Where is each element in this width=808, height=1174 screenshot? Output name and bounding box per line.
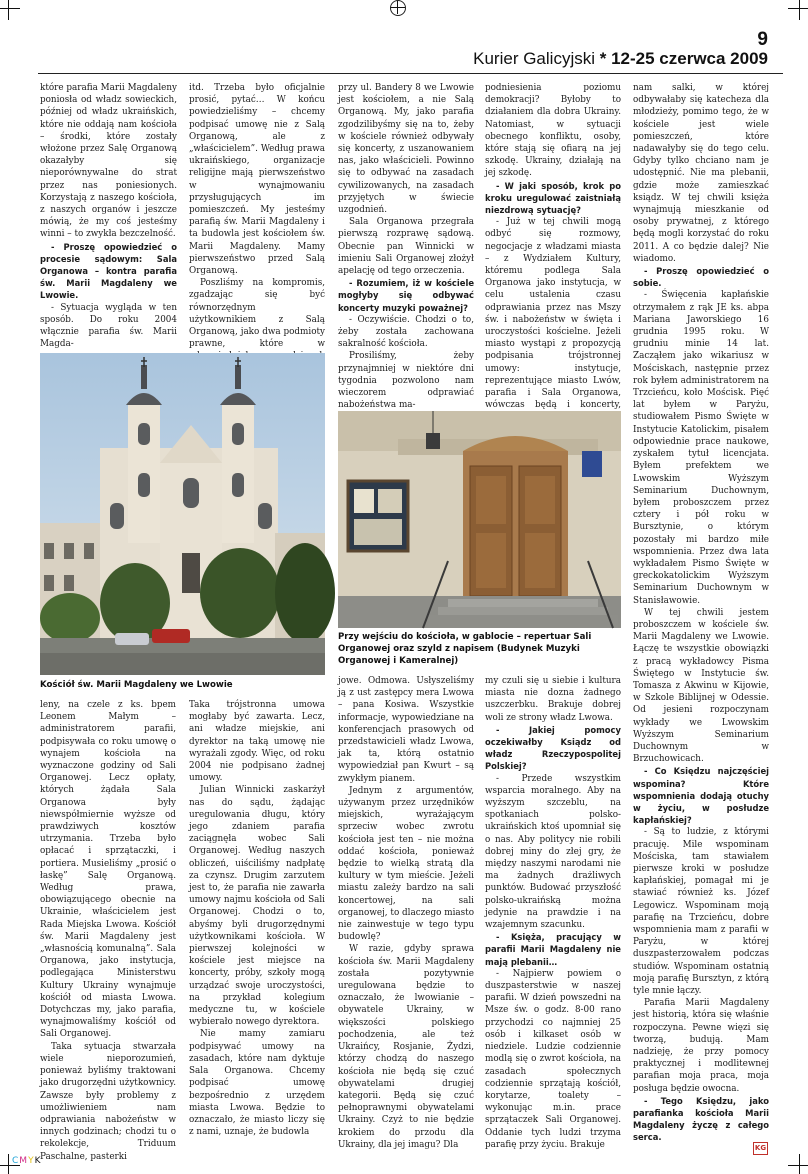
article-column-1-continued	[40, 699, 176, 1162]
paragraph: Sala Organowa przegrała pierwszą rozprawę sądową. Obecnie pan Winnicki w imieniu Sali Organowej złożył apelację od tego orzeczenia.	[338, 217, 474, 277]
crop-mark	[788, 1165, 808, 1166]
church-caption: Kościół św. Marii Magdaleny we Lwowie	[40, 680, 233, 690]
paragraph: my czuli się u siebie i kultura miasta nie dozna żadnego uszczerbku. Brakuje dobrej woli ze strony władz Lwowa.	[485, 676, 621, 723]
paragraph: Julian Winnicki zaskarżył nas do sądu, żądając uregulowania długu, który jego zdaniem parafia zaciągnęła wobec Sali Organowej. Według naszych obliczeń, uiściliśmy nadpłatę za czynsz. Drugim zarzutem jest to, że parafia nie zawarła umowy najmu kościoła od Sali Organowej. Chodzi o to, abyśmy byli drugorzędnymi użytkownikami kościoła. W pierwszej kolejności w kościele jest miejsce na koncerty, próby, szkoły mogą urządzać swoje uroczystości, na przykład kolegium medyczne tu, w kościele wybierało nowego dyrektora.	[189, 785, 325, 1028]
question: - Co Księdzu najczęściej wspomina? Które wspomnienia dodają otuchy w życiu, w posłudze kapłańskiej?	[633, 766, 769, 826]
paragraph: które parafia Marii Magdaleny poniosła od władz sowieckich, później od władz ukraińskich, które nie oddają nam kościoła – środki, które zostały włożone przez Salę Organową okazałyby się nieporównywalne do strat przez nas poniesionych. Korzystają z naszego kościoła, z naszych organów i jeszcze mówią, że my coś jesteśmy winni – to zwykła bezczelność.	[40, 83, 177, 240]
cmyk-m: M	[19, 1156, 29, 1166]
paragraph: nam salki, w której odbywałaby się katecheza dla młodzieży, pomimo tego, że w kościele jest wiele pomieszczeń, które nadawałyby się do tego celu. Gdyby tylko chciano nam je udostępnić. Nie ma plebanii, gdzie może zamieszkać ksiądz. W tej chwili księża wynajmują mieszkanie od osoby prywatnej, z którego będą mogli korzystać do roku 2011. A co będzie dalej? Nie wiadomo.	[633, 83, 769, 264]
article-column-1	[40, 82, 177, 350]
question: - Proszę opowiedzieć o sobie.	[633, 266, 769, 289]
paragraph: Jednym z argumentów, używanym przez urzędników miejskich, wyrażającym sprzeciw wobec zwrotu kościoła jest ten – nie można oddać kościoła, ponieważ będzie to wielką stratą dla kultury w tym mieście. Jeżeli miastu zależy bardzo na sali koncertowej, na sali organowej, to dlaczego miasto nie zainwestuje w tego typu budowlę?	[338, 785, 474, 943]
crop-mark	[788, 8, 808, 9]
cmyk-mark	[12, 1156, 41, 1166]
paragraph: - Już w tej chwili mogą odbyć się rozmowy, negocjacje z władzami miasta – z Wydziałem Kultury, któremu podlega Sala Organowa jako instytucja, w celu ustalenia czasu odprawiania przez nas Mszy św. i nabożeństw w święta i uroczystości kościelne. Jeżeli miasto wystąpi z propozycją podpisania trójstronnej umowy: instytucje, reprezentujące miasto Lwów, parafia i Sala Organowa, wówczas będą i koncerty,	[485, 217, 621, 411]
publication-name: Kurier Galicyjski	[473, 49, 595, 68]
crop-mark	[799, 0, 800, 20]
question: - Proszę opowiedzieć o procesie sądowym: Sala Organowa – kontra parafia św. Marii Magdaleny we Lwowie.	[40, 241, 177, 301]
paragraph: W razie, gdyby sprawa kościoła św. Marii Magdaleny została pozytywnie uregulowana będzie to oznaczało, że lwowianie – obywatele Ukrainy, w większości polskiego pochodzenia, ale też Ukraińcy, Rosjanie, Żydzi, którzy chodzą do naszego kościoła nie będą się czuć obywatelami drugiej kategorii. Będą się czuć pełnoprawnymi obywatelami Ukrainy. Czyż to nie będzie krokiem do przodu dla Ukrainy, dla jej imagu? Dla	[338, 944, 474, 1150]
article-column-3	[338, 82, 474, 411]
article-column-3-continued	[338, 675, 474, 1150]
issue-dates: 12-25 czerwca 2009	[611, 49, 768, 68]
kg-logo: KG	[753, 1142, 768, 1155]
paragraph: - Sytuacja wygląda w ten sposób. Do roku 2004 włącznie parafia św. Marii Magda-	[40, 302, 177, 350]
church-photo	[40, 353, 325, 675]
crop-mark	[799, 1154, 800, 1174]
page-number: 9	[757, 29, 768, 50]
registration-mark	[390, 0, 406, 16]
paragraph: Prosiliśmy, żeby przynajmniej w niektóre dni tygodnia pozwolono nam wieczorem odprawiać nabożeństwa ma-	[338, 351, 474, 411]
paragraph: - Przede wszystkim wsparcia moralnego. Aby na wyższym szczeblu, na spotkaniach polsko-ukraińskich ktoś upomniał się o nas. Aby politycy nie robili dobrej miny do złej gry, że między naszymi narodami nie ma żadnych drażliwych punktów. Budować przyszłość polsko-ukraińską można jedynie na prawdzie i na wzajemnym szacunku.	[485, 773, 621, 931]
church-illustration	[40, 353, 325, 675]
cmyk-c: C	[12, 1156, 20, 1166]
paragraph: - Są to ludzie, z którymi pracuję. Mile wspominam Mościska, tam stawiałem pierwsze kroki w posłudze kapłańskiej, pomagał mi je stawiać również ks. Józef Legowicz. Wspominam moją parafię na Trzcieńcu, dobre wspomnienia mam z parafii w Paryżu, w której duszpasterzowałem podczas studiów. Wspominam ostatnią moją parafię Bursztyn, z którą tyle mnie łączy.	[633, 827, 769, 997]
question: - Jakiej pomocy oczekiwałby Ksiądz od władz Rzeczypospolitej Polskiej?	[485, 724, 621, 772]
entrance-caption: Przy wejściu do kościoła, w gablocie – repertuar Sali Organowej oraz szyld z napisem (Budynek Muzyki Organowej i Kameralnej)	[338, 632, 592, 666]
crop-mark	[0, 8, 20, 9]
paragraph: - Święcenia kapłańskie otrzymałem z rąk JE ks. abpa Mariana Jaworskiego 16 grudnia 1995 roku. W grudniu minie 14 lat. Zacząłem jako wikariusz w Mościskach, następnie przez rok byłem administratorem na Trzcieńcu, koło Mościsk. Pięć lat byłem w Paryżu, studiowałem Pismo Święte w Instytucie Katolickim, pisałem odpowiednie prace naukowe, zyskałem tytuł licencjata. Byłem prefektem we Lwowskim Wyższym Seminarium Duchownym, byłem proboszczem przez cztery i pół roku w Bursztynie, o którym pozostały mi bardzo miłe wspomnienia. Przez dwa lata wykładałem Pismo Święte w greckokatolickim Wyższym Seminarium Duchownym w Stanisławowie.	[633, 290, 769, 606]
crop-mark	[8, 0, 9, 20]
entrance-illustration	[338, 411, 621, 628]
question: - W jaki sposób, krok po kroku uregulować zaistniałą niezdrową sytuację?	[485, 180, 621, 216]
header-rule	[38, 73, 783, 74]
paragraph: podniesienia poziomu demokracji? Byłoby to działaniem dla dobra Ukrainy. Natomiast, w sytuacji obecnego konfliktu, osoby, które stają się ofiarą na jej szkodę. Ukrainy, działają na jej szkodę.	[485, 83, 621, 179]
article-column-5	[633, 82, 769, 1143]
paragraph: przy ul. Bandery 8 we Lwowie jest kościołem, a nie Salą Organową. My, jako parafia zgodzilibyśmy się na to, żeby w kościele również odbywały się koncerty, z uszanowaniem nas, jako właścicieli. Powinno się to odbywać na zasadach cywilizowanych, na zasadach przyjętych w świecie uzgodnień.	[338, 83, 474, 216]
paragraph: Taka trójstronna umowa mogłaby być zawarta. Lecz, ani władze miejskie, ani dyrektor na taką umowę nie wyrażali zgody. Więc, od roku 2004 nie podpisano żadnej umowy.	[189, 700, 325, 784]
paragraph: leny, na czele z ks. bpem Leonem Małym – administratorem parafii, podpisywała co roku umowę o wynajem kościoła na wyznaczone godziny od Sali Organowej. Lecz opłaty, których żądała Sala Organowa były niewspółmiernie wyższe od prawdziwych kosztów utrzymania. Trzeba było opłacać i sprzątaczki, i portiera. Musieliśmy „prosić o łaskę” Salę Organową. Według prawa, obowiązującego obecnie na Ukrainie, właścicielem jest Rada Miejska Lwowa. Kościół św. Marii Magdaleny jest „własnością komunalną”. Sala Organowa, jako instytucja, podlegająca Ministerstwu Kultury Ukrainy wynajmuje kościół od miasta Lwowa. Dotychczas my, jako parafia, wynajmowaliśmy kościół od Sali Organowej.	[40, 700, 176, 1040]
question: - Księża, pracujący w parafii Marii Magdaleny nie mają plebanii…	[485, 932, 621, 967]
entrance-photo	[338, 411, 621, 628]
paragraph: jowe. Odmowa. Usłyszeliśmy ją z ust zastępcy mera Lwowa – pana Kosiwa. Wszystkie informacje, wypowiedziane na konferencjach prasowych od przedstawicieli władz Lwowa, jak ta, którą ostatnio wypowiedział pan Kwurt – są zwykłym pianem.	[338, 676, 474, 784]
cmyk-y: Y	[28, 1156, 35, 1166]
question: - Rozumiem, iż w kościele mogłyby się odbywać koncerty muzyki poważnej?	[338, 278, 474, 313]
paragraph: Nie mamy zamiaru podpisywać umowy na zasadach, które nam dyktuje Sala Organowa. Chcemy podpisać umowę bezpośrednio z urzędem miasta Lwowa. Będzie to oznaczało, że miasto liczy się z nami, uznaje, że budowla	[189, 1029, 325, 1138]
paragraph: - Oczywiście. Chodzi o to, żeby została zachowana sakralność kościoła.	[338, 314, 474, 350]
cmyk-k: K	[34, 1156, 42, 1166]
paragraph: Poszliśmy na kompromis, zgadzając się być równorzędnym użytkownikiem z Salą Organową, jako dwa podmioty prawne, które w	[189, 278, 325, 350]
paragraph: Parafia Marii Magdaleny jest historią, która się właśnie rozpoczyna. Pewne więzi się tworzą, budują. Mam nadzieję, że przy pomocy praktycznej i modlitewnej parafian moja praca, moja posługa będzie owocna.	[633, 998, 769, 1094]
paragraph: Taka sytuacja stwarzała wiele nieporozumień, ponieważ byliśmy traktowani jako drugorzędni użytkownicy. Zawsze były problemy z umożliwieniem nam odprawiania nabożeństw w innych godzinach; chodzi tu o rekolekcje, Triduum Paschalne, pasterki	[40, 1041, 176, 1162]
paragraph: - Najpierw powiem o duszpasterstwie w naszej parafii. W dzień powszedni na Msze św. o godz. 8-00 rano przychodzi co najmniej 25 osób i kilkaset osób w niedziele. Ludzie codziennie modlą się o zwrot kościoła, na zasadach społecznych codziennie sprzątają kościół, korytarze, toalety – wykonując m.in. prace sprzątaczek Sali Organowej. Oddanie tych ludzi trzyma parafię przy życiu. Brakuje	[485, 968, 621, 1150]
question: - Tego Księdzu, jako parafianka kościoła Marii Magdaleny życzę z całego serca.	[633, 1095, 769, 1143]
crop-mark	[8, 1154, 9, 1174]
article-column-4-continued	[485, 675, 621, 1150]
publication-header	[473, 49, 768, 69]
article-column-2	[189, 82, 325, 350]
paragraph: itd. Trzeba było oficjalnie prosić, pytać… W końcu powiedzieliśmy – chcemy podpisać umowę nie z Salą Organową, ale z „właścicielem”. Według prawa ukraińskiego, organizacje religijne mają pierwszeństwo w wynajmowaniu przysługujących im pomieszczeń. My jesteśmy parafią św. Marii Magdaleny i ta budowla jest kościołem św. Marii Magdaleny. Mamy pierwszeństwo przed Salą Organową.	[189, 83, 325, 277]
article-column-2-continued	[189, 699, 325, 1139]
paragraph: W tej chwili jestem proboszczem w kościele św. Marii Magdaleny we Lwowie. Łączę te wszystkie obowiązki z pracą wykładowcy Pisma Świętego w Instytucie św. Tomasza z Akwinu w Kijowie, w Szkole Biblijnej w Odessie. Od jesieni rozpoczynam wykłady we Lwowskim Wyższym Seminarium Duchownym w Brzuchowicach.	[633, 607, 769, 765]
header-star: *	[599, 49, 607, 68]
article-column-4	[485, 82, 621, 411]
